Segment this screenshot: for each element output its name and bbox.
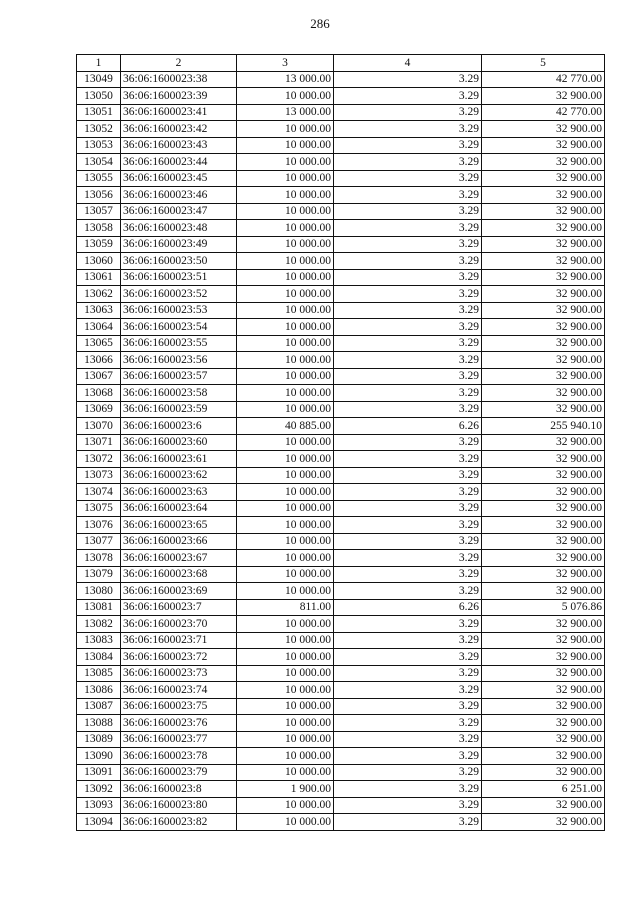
area-value: 10 000.00 — [237, 137, 334, 154]
amount-value: 32 900.00 — [482, 451, 605, 468]
amount-value: 32 900.00 — [482, 335, 605, 352]
cadastral-number: 36:06:1600023:58 — [121, 385, 237, 402]
cadastral-number: 36:06:1600023:72 — [121, 649, 237, 666]
area-value: 10 000.00 — [237, 814, 334, 831]
cadastral-number: 36:06:1600023:66 — [121, 533, 237, 550]
cadastral-number: 36:06:1600023:79 — [121, 764, 237, 781]
area-value: 10 000.00 — [237, 302, 334, 319]
cadastral-number: 36:06:1600023:71 — [121, 632, 237, 649]
table-row — [77, 583, 605, 600]
row-number: 13056 — [77, 187, 121, 204]
rate-value: 3.29 — [334, 583, 482, 600]
area-value: 10 000.00 — [237, 467, 334, 484]
area-value: 10 000.00 — [237, 385, 334, 402]
rate-value: 3.29 — [334, 302, 482, 319]
table-row — [77, 335, 605, 352]
row-number: 13061 — [77, 269, 121, 286]
table-row — [77, 385, 605, 402]
table-row — [77, 731, 605, 748]
rate-value: 3.29 — [334, 814, 482, 831]
row-number: 13092 — [77, 781, 121, 798]
table-row — [77, 748, 605, 765]
amount-value: 32 900.00 — [482, 203, 605, 220]
amount-value: 32 900.00 — [482, 137, 605, 154]
amount-value: 42 770.00 — [482, 71, 605, 88]
area-value: 10 000.00 — [237, 484, 334, 501]
cadastral-number: 36:06:1600023:76 — [121, 715, 237, 732]
cadastral-number: 36:06:1600023:41 — [121, 104, 237, 121]
row-number: 13077 — [77, 533, 121, 550]
row-number: 13072 — [77, 451, 121, 468]
table-row — [77, 71, 605, 88]
column-header-4: 4 — [334, 55, 482, 72]
rate-value: 3.29 — [334, 121, 482, 138]
amount-value: 32 900.00 — [482, 286, 605, 303]
table-row — [77, 781, 605, 798]
row-number: 13059 — [77, 236, 121, 253]
cadastral-number: 36:06:1600023:65 — [121, 517, 237, 534]
row-number: 13079 — [77, 566, 121, 583]
rate-value: 3.29 — [334, 500, 482, 517]
amount-value: 32 900.00 — [482, 550, 605, 567]
table-row — [77, 665, 605, 682]
amount-value: 32 900.00 — [482, 434, 605, 451]
rate-value: 3.29 — [334, 335, 482, 352]
rate-value: 3.29 — [334, 385, 482, 402]
table-row — [77, 698, 605, 715]
row-number: 13071 — [77, 434, 121, 451]
row-number: 13067 — [77, 368, 121, 385]
cadastral-number: 36:06:1600023:69 — [121, 583, 237, 600]
rate-value: 3.29 — [334, 368, 482, 385]
cadastral-number: 36:06:1600023:47 — [121, 203, 237, 220]
rate-value: 3.29 — [334, 253, 482, 270]
table-row — [77, 616, 605, 633]
cadastral-number: 36:06:1600023:63 — [121, 484, 237, 501]
amount-value: 32 900.00 — [482, 302, 605, 319]
row-number: 13057 — [77, 203, 121, 220]
amount-value: 32 900.00 — [482, 401, 605, 418]
amount-value: 32 900.00 — [482, 236, 605, 253]
row-number: 13051 — [77, 104, 121, 121]
row-number: 13082 — [77, 616, 121, 633]
row-number: 13075 — [77, 500, 121, 517]
rate-value: 3.29 — [334, 154, 482, 171]
rate-value: 3.29 — [334, 764, 482, 781]
area-value: 13 000.00 — [237, 71, 334, 88]
area-value: 10 000.00 — [237, 401, 334, 418]
rate-value: 3.29 — [334, 781, 482, 798]
row-number: 13050 — [77, 88, 121, 105]
table-row — [77, 550, 605, 567]
row-number: 13081 — [77, 599, 121, 616]
amount-value: 32 900.00 — [482, 797, 605, 814]
amount-value: 32 900.00 — [482, 517, 605, 534]
amount-value: 32 900.00 — [482, 121, 605, 138]
area-value: 10 000.00 — [237, 764, 334, 781]
area-value: 10 000.00 — [237, 583, 334, 600]
area-value: 10 000.00 — [237, 286, 334, 303]
cadastral-number: 36:06:1600023:67 — [121, 550, 237, 567]
amount-value: 32 900.00 — [482, 682, 605, 699]
table-row — [77, 302, 605, 319]
row-number: 13078 — [77, 550, 121, 567]
rate-value: 3.29 — [334, 715, 482, 732]
row-number: 13074 — [77, 484, 121, 501]
amount-value: 32 900.00 — [482, 500, 605, 517]
cadastral-number: 36:06:1600023:59 — [121, 401, 237, 418]
table-row — [77, 467, 605, 484]
cadastral-number: 36:06:1600023:74 — [121, 682, 237, 699]
cadastral-number: 36:06:1600023:53 — [121, 302, 237, 319]
amount-value: 32 900.00 — [482, 632, 605, 649]
amount-value: 32 900.00 — [482, 220, 605, 237]
area-value: 811.00 — [237, 599, 334, 616]
area-value: 10 000.00 — [237, 616, 334, 633]
cadastral-number: 36:06:1600023:8 — [121, 781, 237, 798]
cadastral-number: 36:06:1600023:68 — [121, 566, 237, 583]
area-value: 10 000.00 — [237, 88, 334, 105]
area-value: 10 000.00 — [237, 451, 334, 468]
area-value: 10 000.00 — [237, 500, 334, 517]
rate-value: 3.29 — [334, 236, 482, 253]
area-value: 10 000.00 — [237, 533, 334, 550]
area-value: 10 000.00 — [237, 236, 334, 253]
table-row — [77, 451, 605, 468]
area-value: 10 000.00 — [237, 319, 334, 336]
cadastral-number: 36:06:1600023:49 — [121, 236, 237, 253]
row-number: 13090 — [77, 748, 121, 765]
rate-value: 3.29 — [334, 451, 482, 468]
column-header-1: 1 — [77, 55, 121, 72]
cadastral-number: 36:06:1600023:61 — [121, 451, 237, 468]
rate-value: 3.29 — [334, 352, 482, 369]
cadastral-number: 36:06:1600023:43 — [121, 137, 237, 154]
area-value: 10 000.00 — [237, 253, 334, 270]
amount-value: 32 900.00 — [482, 748, 605, 765]
row-number: 13093 — [77, 797, 121, 814]
amount-value: 32 900.00 — [482, 731, 605, 748]
amount-value: 255 940.10 — [482, 418, 605, 435]
area-value: 10 000.00 — [237, 187, 334, 204]
rate-value: 3.29 — [334, 616, 482, 633]
amount-value: 32 900.00 — [482, 715, 605, 732]
column-header-2: 2 — [121, 55, 237, 72]
cadastral-number: 36:06:1600023:82 — [121, 814, 237, 831]
table-row — [77, 500, 605, 517]
table-row — [77, 599, 605, 616]
table-row — [77, 154, 605, 171]
amount-value: 42 770.00 — [482, 104, 605, 121]
amount-value: 32 900.00 — [482, 533, 605, 550]
table-body — [77, 71, 605, 830]
table-row — [77, 434, 605, 451]
row-number: 13083 — [77, 632, 121, 649]
rate-value: 6.26 — [334, 599, 482, 616]
area-value: 10 000.00 — [237, 649, 334, 666]
row-number: 13087 — [77, 698, 121, 715]
row-number: 13088 — [77, 715, 121, 732]
area-value: 10 000.00 — [237, 368, 334, 385]
rate-value: 3.29 — [334, 286, 482, 303]
row-number: 13080 — [77, 583, 121, 600]
amount-value: 32 900.00 — [482, 814, 605, 831]
rate-value: 3.29 — [334, 517, 482, 534]
rate-value: 3.29 — [334, 665, 482, 682]
row-number: 13063 — [77, 302, 121, 319]
rate-value: 3.29 — [334, 797, 482, 814]
area-value: 40 885.00 — [237, 418, 334, 435]
area-value: 10 000.00 — [237, 154, 334, 171]
amount-value: 32 900.00 — [482, 764, 605, 781]
rate-value: 3.29 — [334, 434, 482, 451]
area-value: 10 000.00 — [237, 748, 334, 765]
amount-value: 32 900.00 — [482, 649, 605, 666]
row-number: 13054 — [77, 154, 121, 171]
row-number: 13091 — [77, 764, 121, 781]
amount-value: 6 251.00 — [482, 781, 605, 798]
table-row — [77, 632, 605, 649]
table-row — [77, 533, 605, 550]
cadastral-number: 36:06:1600023:56 — [121, 352, 237, 369]
row-number: 13053 — [77, 137, 121, 154]
rate-value: 3.29 — [334, 170, 482, 187]
row-number: 13076 — [77, 517, 121, 534]
area-value: 10 000.00 — [237, 698, 334, 715]
row-number: 13089 — [77, 731, 121, 748]
row-number: 13094 — [77, 814, 121, 831]
rate-value: 3.29 — [334, 137, 482, 154]
row-number: 13049 — [77, 71, 121, 88]
table-row — [77, 715, 605, 732]
table-row — [77, 649, 605, 666]
amount-value: 32 900.00 — [482, 187, 605, 204]
row-number: 13064 — [77, 319, 121, 336]
rate-value: 3.29 — [334, 467, 482, 484]
rate-value: 3.29 — [334, 104, 482, 121]
row-number: 13065 — [77, 335, 121, 352]
cadastral-number: 36:06:1600023:80 — [121, 797, 237, 814]
table-row — [77, 517, 605, 534]
area-value: 10 000.00 — [237, 632, 334, 649]
rate-value: 3.29 — [334, 632, 482, 649]
row-number: 13060 — [77, 253, 121, 270]
cadastral-number: 36:06:1600023:52 — [121, 286, 237, 303]
cadastral-number: 36:06:1600023:44 — [121, 154, 237, 171]
row-number: 13058 — [77, 220, 121, 237]
rate-value: 3.29 — [334, 319, 482, 336]
table-row — [77, 566, 605, 583]
area-value: 10 000.00 — [237, 220, 334, 237]
row-number: 13062 — [77, 286, 121, 303]
rate-value: 3.29 — [334, 566, 482, 583]
area-value: 10 000.00 — [237, 352, 334, 369]
area-value: 10 000.00 — [237, 517, 334, 534]
table-row — [77, 764, 605, 781]
amount-value: 32 900.00 — [482, 385, 605, 402]
amount-value: 32 900.00 — [482, 484, 605, 501]
cadastral-number: 36:06:1600023:57 — [121, 368, 237, 385]
page-number: 286 — [310, 16, 330, 31]
row-number: 13055 — [77, 170, 121, 187]
cadastral-number: 36:06:1600023:62 — [121, 467, 237, 484]
area-value: 10 000.00 — [237, 550, 334, 567]
cadastral-number: 36:06:1600023:78 — [121, 748, 237, 765]
area-value: 13 000.00 — [237, 104, 334, 121]
amount-value: 32 900.00 — [482, 319, 605, 336]
cadastral-number: 36:06:1600023:48 — [121, 220, 237, 237]
rate-value: 3.29 — [334, 748, 482, 765]
rate-value: 3.29 — [334, 71, 482, 88]
table-row — [77, 814, 605, 831]
rate-value: 3.29 — [334, 533, 482, 550]
cadastral-number: 36:06:1600023:46 — [121, 187, 237, 204]
area-value: 10 000.00 — [237, 566, 334, 583]
column-header-5: 5 — [482, 55, 605, 72]
rate-value: 3.29 — [334, 88, 482, 105]
row-number: 13052 — [77, 121, 121, 138]
cadastral-number: 36:06:1600023:60 — [121, 434, 237, 451]
area-value: 1 900.00 — [237, 781, 334, 798]
rate-value: 3.29 — [334, 731, 482, 748]
rate-value: 3.29 — [334, 649, 482, 666]
area-value: 10 000.00 — [237, 682, 334, 699]
cadastral-number: 36:06:1600023:54 — [121, 319, 237, 336]
cadastral-number: 36:06:1600023:75 — [121, 698, 237, 715]
table-row — [77, 484, 605, 501]
amount-value: 32 900.00 — [482, 665, 605, 682]
rate-value: 6.26 — [334, 418, 482, 435]
table-row — [77, 137, 605, 154]
rate-value: 3.29 — [334, 220, 482, 237]
table-row — [77, 368, 605, 385]
amount-value: 32 900.00 — [482, 253, 605, 270]
header-row — [77, 55, 605, 72]
area-value: 10 000.00 — [237, 731, 334, 748]
amount-value: 32 900.00 — [482, 467, 605, 484]
amount-value: 32 900.00 — [482, 566, 605, 583]
area-value: 10 000.00 — [237, 170, 334, 187]
cadastral-number: 36:06:1600023:77 — [121, 731, 237, 748]
cadastral-number: 36:06:1600023:38 — [121, 71, 237, 88]
amount-value: 32 900.00 — [482, 88, 605, 105]
row-number: 13085 — [77, 665, 121, 682]
rate-value: 3.29 — [334, 484, 482, 501]
table-row — [77, 401, 605, 418]
area-value: 10 000.00 — [237, 121, 334, 138]
amount-value: 32 900.00 — [482, 616, 605, 633]
amount-value: 32 900.00 — [482, 583, 605, 600]
rate-value: 3.29 — [334, 187, 482, 204]
rate-value: 3.29 — [334, 203, 482, 220]
area-value: 10 000.00 — [237, 335, 334, 352]
amount-value: 32 900.00 — [482, 269, 605, 286]
area-value: 10 000.00 — [237, 665, 334, 682]
rate-value: 3.29 — [334, 401, 482, 418]
cadastral-number: 36:06:1600023:45 — [121, 170, 237, 187]
row-number: 13070 — [77, 418, 121, 435]
cadastral-number: 36:06:1600023:51 — [121, 269, 237, 286]
row-number: 13084 — [77, 649, 121, 666]
row-number: 13068 — [77, 385, 121, 402]
rate-value: 3.29 — [334, 698, 482, 715]
table-row — [77, 121, 605, 138]
cadastral-number: 36:06:1600023:6 — [121, 418, 237, 435]
area-value: 10 000.00 — [237, 797, 334, 814]
cadastral-number: 36:06:1600023:39 — [121, 88, 237, 105]
cadastral-number: 36:06:1600023:73 — [121, 665, 237, 682]
cadastral-number: 36:06:1600023:64 — [121, 500, 237, 517]
cadastral-number: 36:06:1600023:50 — [121, 253, 237, 270]
area-value: 10 000.00 — [237, 203, 334, 220]
table-row — [77, 418, 605, 435]
cadastral-number: 36:06:1600023:7 — [121, 599, 237, 616]
amount-value: 32 900.00 — [482, 698, 605, 715]
amount-value: 32 900.00 — [482, 352, 605, 369]
amount-value: 32 900.00 — [482, 368, 605, 385]
table-row — [77, 253, 605, 270]
area-value: 10 000.00 — [237, 715, 334, 732]
area-value: 10 000.00 — [237, 269, 334, 286]
rate-value: 3.29 — [334, 682, 482, 699]
column-header-3: 3 — [237, 55, 334, 72]
rate-value: 3.29 — [334, 550, 482, 567]
table-row — [77, 682, 605, 699]
table-row — [77, 88, 605, 105]
cadastral-number: 36:06:1600023:70 — [121, 616, 237, 633]
cadastral-number: 36:06:1600023:42 — [121, 121, 237, 138]
table-row — [77, 797, 605, 814]
cadastral-number: 36:06:1600023:55 — [121, 335, 237, 352]
table-row — [77, 170, 605, 187]
amount-value: 32 900.00 — [482, 170, 605, 187]
data-table — [76, 54, 605, 831]
area-value: 10 000.00 — [237, 434, 334, 451]
table-row — [77, 236, 605, 253]
table-row — [77, 104, 605, 121]
table-row — [77, 187, 605, 204]
row-number: 13066 — [77, 352, 121, 369]
row-number: 13086 — [77, 682, 121, 699]
table-row — [77, 286, 605, 303]
table-row — [77, 203, 605, 220]
row-number: 13073 — [77, 467, 121, 484]
table-row — [77, 352, 605, 369]
table-row — [77, 319, 605, 336]
table-row — [77, 269, 605, 286]
table-row — [77, 220, 605, 237]
amount-value: 5 076.86 — [482, 599, 605, 616]
row-number: 13069 — [77, 401, 121, 418]
rate-value: 3.29 — [334, 269, 482, 286]
amount-value: 32 900.00 — [482, 154, 605, 171]
